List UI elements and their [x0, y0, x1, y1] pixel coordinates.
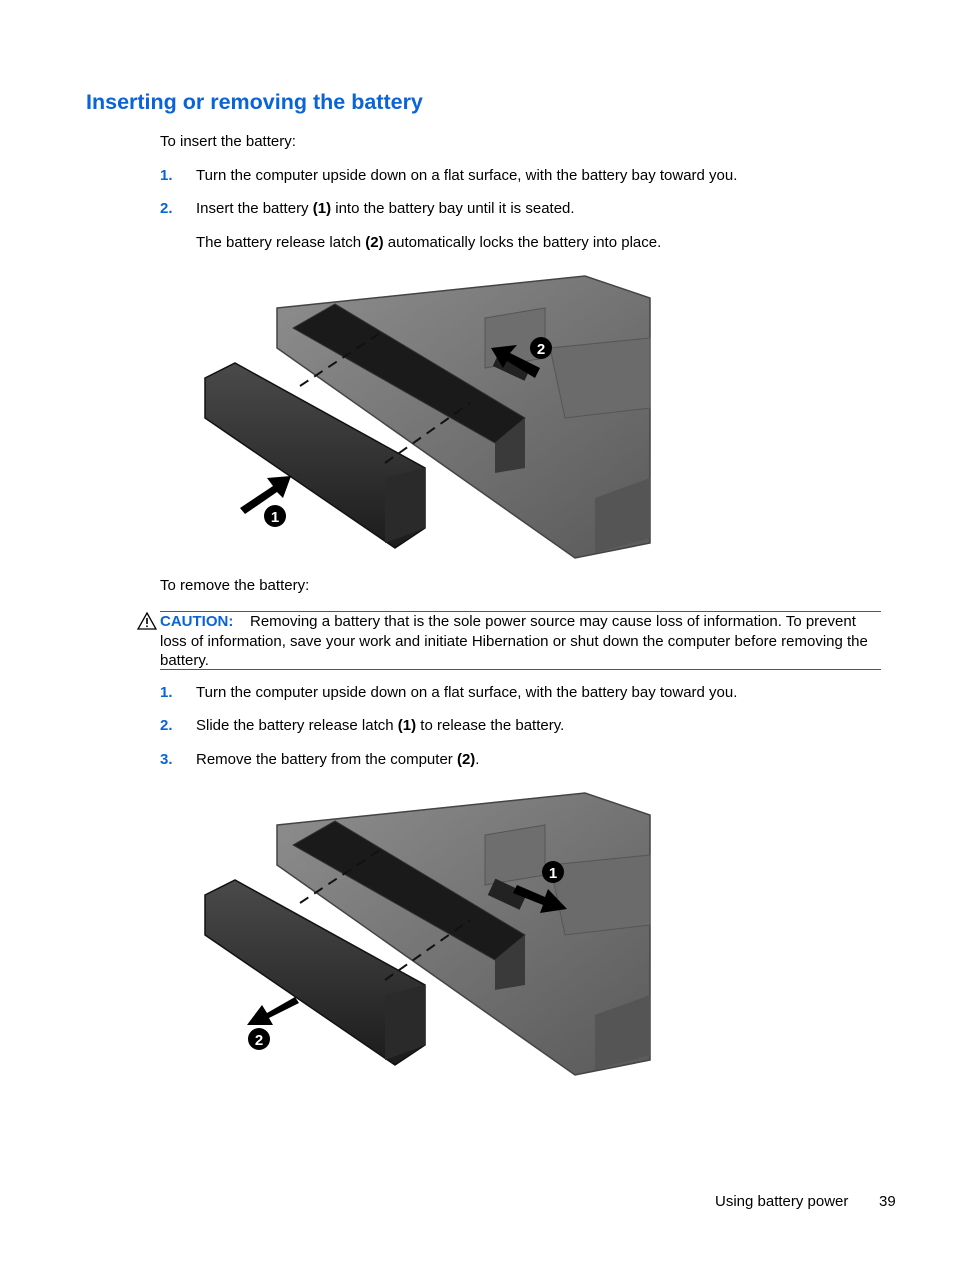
caution-notice	[160, 611, 881, 670]
remove-step-1-text: Turn the computer upside down on a flat surface, with the battery bay toward you.	[196, 684, 738, 701]
remove-step-2-number: 2.	[160, 717, 173, 734]
caution-label: CAUTION:	[160, 613, 234, 630]
svg-text:1: 1	[270, 509, 280, 526]
remove-step-2-text: Slide the battery release latch (1) to release the battery.	[196, 717, 565, 734]
insert-note: The battery release latch (2) automatically locks the battery into place.	[196, 234, 662, 251]
warning-icon	[137, 612, 157, 630]
insert-battery-illustration	[195, 268, 655, 560]
insert-step-2-number: 2.	[160, 200, 173, 217]
remove-step-1-number: 1.	[160, 684, 173, 701]
insert-step-1-text: Turn the computer upside down on a flat surface, with the battery bay toward you.	[196, 167, 738, 184]
svg-text:1: 1	[548, 865, 558, 882]
remove-battery-illustration	[195, 785, 655, 1077]
svg-text:2: 2	[254, 1032, 264, 1049]
insert-step-2-text: Insert the battery (1) into the battery bay until it is seated.	[196, 200, 575, 217]
footer-section-title: Using battery power	[715, 1193, 849, 1210]
insert-intro: To insert the battery:	[160, 133, 296, 150]
remove-step-3-number: 3.	[160, 751, 173, 768]
footer-page-number: 39	[879, 1193, 896, 1210]
remove-intro: To remove the battery:	[160, 577, 310, 594]
svg-text:2: 2	[536, 341, 546, 358]
caution-text: Removing a battery that is the sole power source may cause loss of information. To prevent loss of information, save your work and initiate Hibernation or shut down the computer before removing the battery.	[160, 613, 868, 669]
remove-step-3-text: Remove the battery from the computer (2).	[196, 751, 480, 768]
insert-step-1-number: 1.	[160, 167, 173, 184]
page-title: Inserting or removing the battery	[86, 90, 423, 114]
